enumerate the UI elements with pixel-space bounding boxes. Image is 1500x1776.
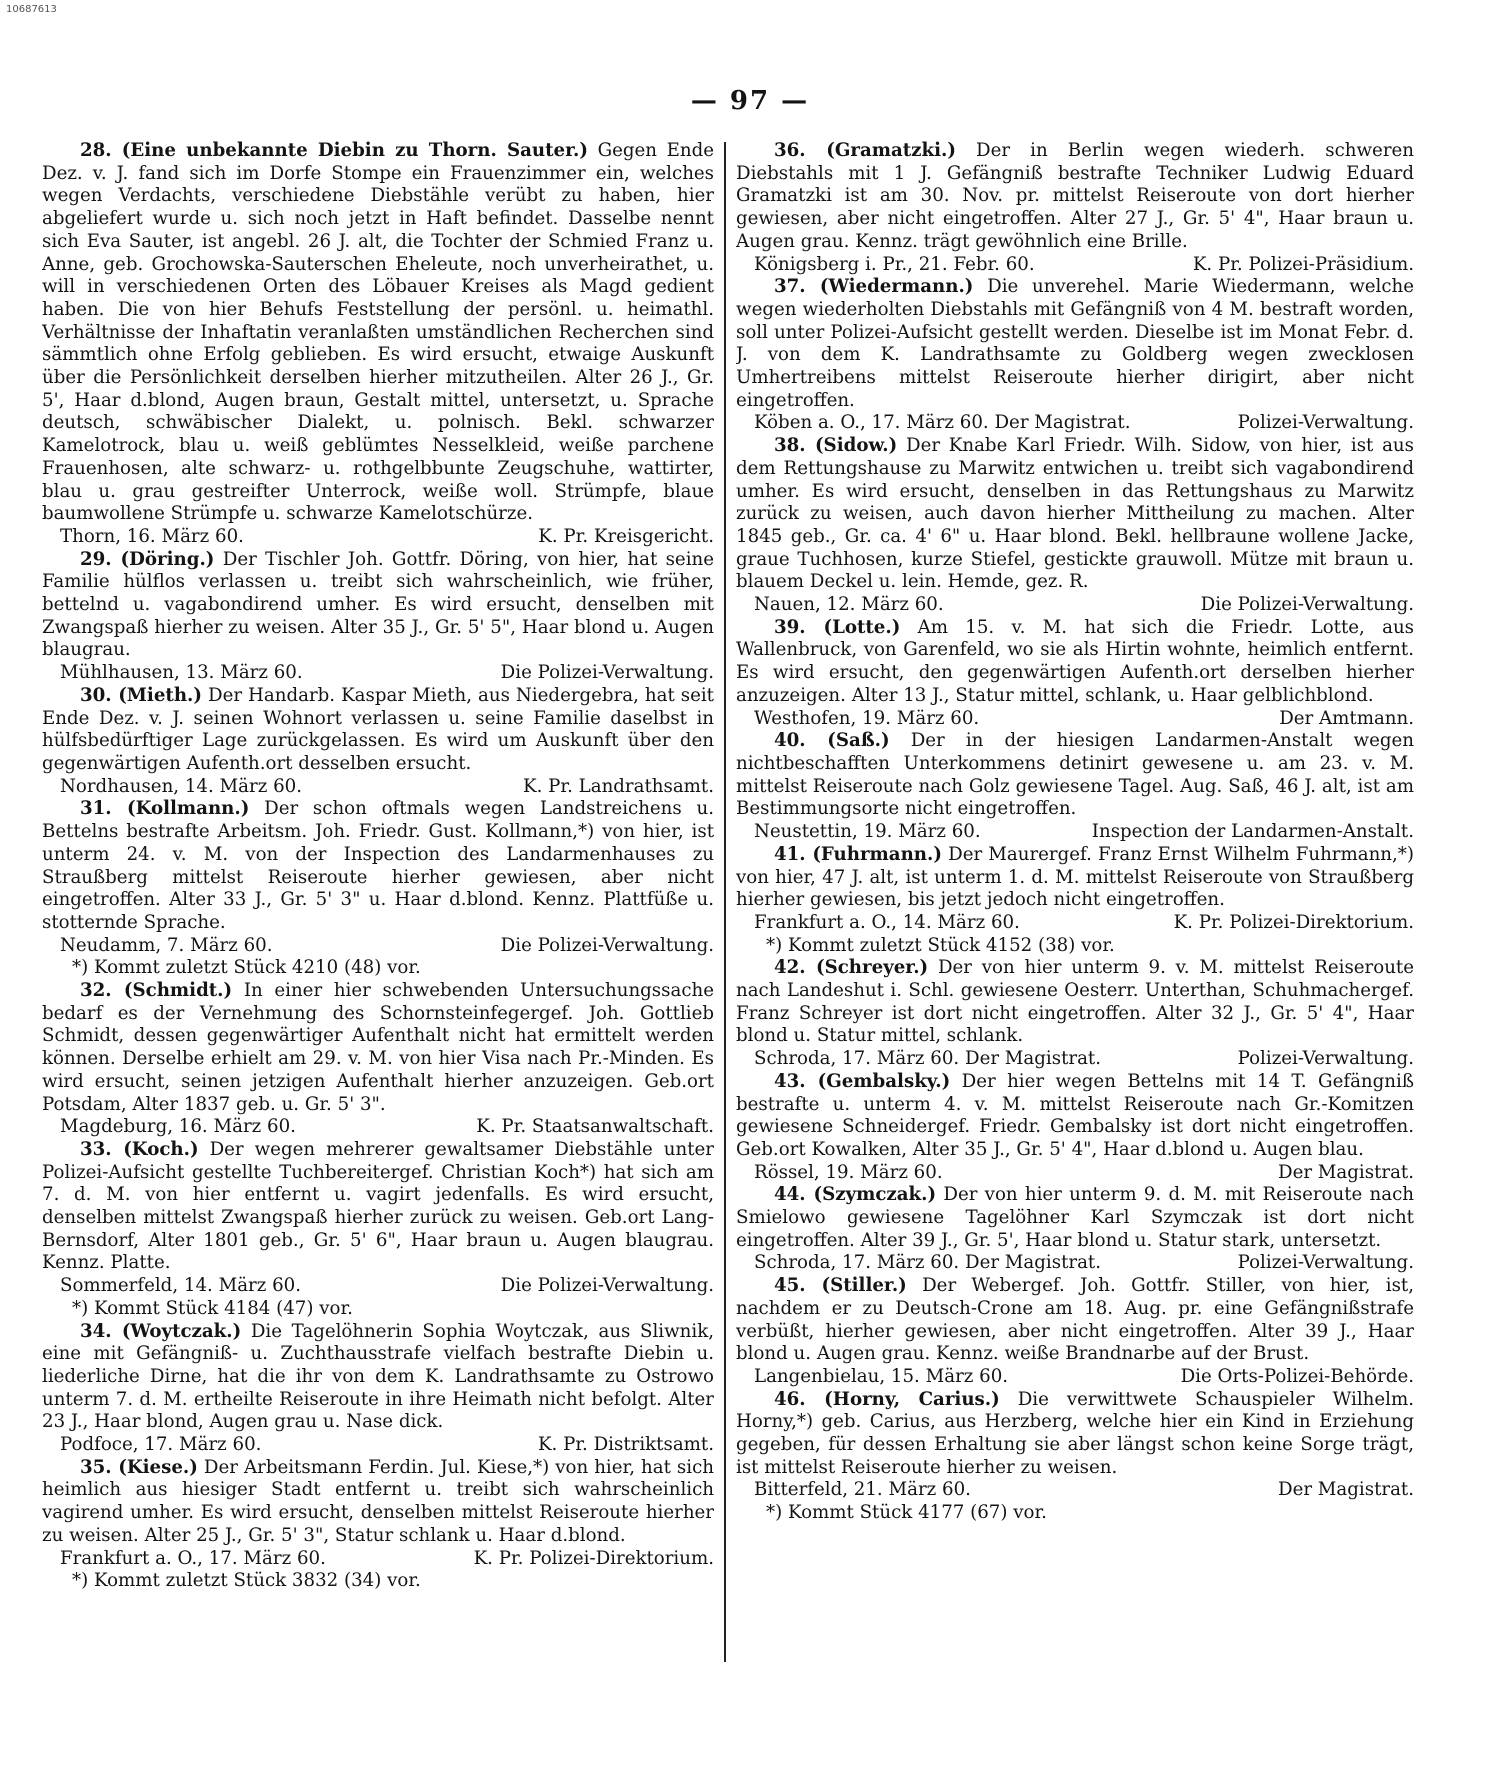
notice-41 [736,844,1414,958]
notice-29 [42,549,714,685]
notice-text: Der Webergef. Joh. Gottfr. Stiller, von hier, ist, nachdem er zu Deutsch-Crone am 18. Aug. pr. eine Gefängnißstrafe verbüßt, hierher gewiesen, aber nicht eingetroffen. Alter 39 J., Haar blond u. Augen grau. Kennz. weiße Brandnarbe auf der Brust. [736,1275,1414,1365]
notice-text: Der Maurergef. Franz Ernst Wilhelm Fuhrmann,*) von hier, 47 J. alt, ist unterm 1. d. M. mittelst Reiseroute von Straußberg hierher gewiesen, bis jetzt jedoch nicht eingetroffen. [736,843,1414,911]
notice-text: Der von hier unterm 9. d. M. mit Reiseroute nach Smielowo gewiesene Tagelöhner Karl Szymczak ist dort nicht eingetroffen. Alter 39 J., Gr. 5', Haar blond u. Statur stark, untersetzt. [736,1184,1414,1251]
notice-45 [736,1275,1414,1389]
notice-head: 33. (Koch.) [80,1138,199,1160]
notice-signature [736,594,1414,617]
notice-authority: Polizei-Verwaltung. [1237,1252,1414,1274]
notice-authority: Der Magistrat. [1277,1161,1414,1183]
notice-authority: K. Pr. Staatsanwaltschaft. [476,1116,714,1138]
notice-text: Der von hier unterm 9. v. M. mittelst Reiseroute nach Landeshut i. Schl. gewiesene Oesterr. Unterthan, Schuhmachergef. Franz Schreyer ist dort nicht eingetroffen. Alter 32 J., Gr. 5' 4", Haar blond u. Statur mittel, schlank. [736,957,1414,1047]
notice-footnote: *) Kommt Stück 4177 (67) vor. [766,1502,1047,1524]
notice-place: Mühlhausen, 13. März 60. [60,662,303,684]
notice-38 [736,435,1414,617]
notice-signature [736,1479,1414,1502]
notice-place: Neudamm, 7. März 60. [60,934,273,956]
notice-place: Nauen, 12. März 60. [754,594,944,616]
notice-30 [42,685,714,799]
notice-signature [42,662,714,685]
notice-head: 36. (Gramatzki.) [774,140,956,161]
notice-place: Sommerfeld, 14. März 60. [60,1275,302,1297]
notice-signature [736,412,1414,435]
notice-authority: Die Polizei-Verwaltung. [500,662,714,684]
notice-text: In einer hier schwebenden Untersuchungssache bedarf es der Vernehmung des Schornsteinfegergef. Joh. Gottlieb Schmidt, dessen gegenwärtiger Aufenthalt nicht hat ermittelt werden können. Derselbe erhielt am 29. v. M. von hier Visa nach Pr.-Minden. Es wird ersucht, seinen jetzigen Aufenthalt hierher anzuzeigen. Geb.ort Potsdam, Alter 1837 geb. u. Gr. 5' 3". [42,980,714,1115]
notice-head: 40. (Saß.) [774,730,890,752]
notice-32 [42,980,714,1139]
notice-head: 29. (Döring.) [80,548,215,570]
notice-place: Rössel, 19. März 60. [754,1161,943,1183]
page-id: 10687613 [6,4,57,15]
right-column [736,140,1414,1750]
notice-authority: K. Pr. Landrathsamt. [523,775,714,797]
notice-text: Der Knabe Karl Friedr. Wilh. Sidow, von hier, ist aus dem Rettungshause zu Marwitz entwichen u. treibt sich vagabondirend umher. Es wird ersucht, denselben in das Rettungshaus zu Marwitz zurück zu weisen, auch davon hierher Mittheilung zu machen. Alter 1845 geb., Gr. ca. 4' 6" u. Haar blond. Bekl. hellbraune wollene Jacke, graue Tuchhosen, kurze Stiefel, gestickte grauwoll. Mütze mit braun u. blauem Deckel u. lein. Hemde, gez. R. [736,435,1414,593]
notice-place: Königsberg i. Pr., 21. Febr. 60. [754,253,1035,275]
notice-39 [736,617,1414,731]
notice-text: Gegen Ende Dez. v. J. fand sich im Dorfe Stompe ein Frauenzimmer ein, welches wegen Verdachts, verschiedene Diebstähle verübt zu haben, hier abgeliefert wurde u. sich noch jetzt in Haft befindet. Dasselbe nennt sich Eva Sauter, ist angebl. 26 J. alt, die Tochter der Schmied Franz u. Anne, geb. Grochowska-Sauterschen Eheleute, noch unverheirathet, u. will in verschiedenen Orten des Löbauer Kreises als Magd gedient haben. Die von hier Behufs Feststellung der persönl. u. heimathl. Verhältnisse der Inhaftatin veranlaßten umständlichen Recherchen sind sämmtlich ohne Erfolg geblieben. Es wird ersucht, etwaige Auskunft über die Persönlichkeit derselben hierher mitzutheilen. Alter 26 J., Gr. 5', Haar d.blond, Augen braun, Gestalt mittel, untersetzt, u. Sprache deutsch, schwäbischer Dialekt, u. polnisch. Bekl. schwarzer Kamelotrock, blau u. weiß geblümtes Nesselkleid, weiße parchene Frauenhosen, alte schwarz- u. rothgelbbunte Zeugschuhe, wattirter, blau u. grau gestreifter Unterrock, weiße woll. Strümpfe, blaue baumwollene Strümpfe u. schwarze Kamelotschürze. [42,140,714,525]
notice-text: Die Tagelöhnerin Sophia Woytczak, aus Sliwnik, eine mit Gefängniß- u. Zuchthausstrafe vielfach bestrafte Diebin u. liederliche Dirne, hat die ihr von dem K. Landrathsamte zu Ostrowo unterm 7. d. M. ertheilte Reiseroute in ihre Heimath nicht befolgt. Alter 23 J., Haar blond, Augen grau u. Nase dick. [42,1320,714,1433]
notice-place: Schroda, 17. März 60. Der Magistrat. [754,1048,1102,1070]
page-number: — 97 — [690,86,810,116]
notice-35 [42,1457,714,1593]
notice-authority: Die Polizei-Verwaltung. [500,934,714,956]
notice-place: Schroda, 17. März 60. Der Magistrat. [754,1252,1102,1274]
notice-place: Neustettin, 19. März 60. [754,821,981,843]
notice-authority: Polizei-Verwaltung. [1237,1048,1414,1070]
notice-text: Die verwittwete Schauspieler Wilhelm. Horny,*) geb. Carius, aus Herzberg, welche hier ein Kind in Erziehung gegeben, für dessen Erhaltung sie aber längst schon keine Sorge trägt, ist mittelst Reiseroute hierher zu weisen. [736,1388,1414,1478]
notice-place: Köben a. O., 17. März 60. Der Magistrat. [754,412,1131,434]
notice-footnote: *) Kommt Stück 4184 (47) vor. [72,1297,353,1319]
notice-text: Der wegen mehrerer gewaltsamer Diebstähle unter Polizei-Aufsicht gestellte Tuchbereitergef. Christian Koch*) hat sich am 7. d. M. von hier entfernt u. vagirt jedenfalls. Es wird ersucht, denselben mittelst Zwangspaß hierher zurück zu weisen. Geb.ort Lang-Bernsdorf, Alter 1801 geb., Gr. 5' 6", Haar braun u. Augen blaugrau. Kennz. Platte. [42,1138,714,1274]
notice-head: 32. (Schmidt.) [80,980,233,1002]
notice-head: 30. (Mieth.) [80,684,202,706]
notice-head: 35. (Kiese.) [80,1456,198,1478]
notice-footnote: *) Kommt zuletzt Stück 3832 (34) vor. [72,1570,421,1592]
notice-text: Die unverehel. Marie Wiedermann, welche wegen wiederholten Diebstahls mit Gefängniß von 4 M. bestraft worden, soll unter Polizei-Aufsicht gestellt werden. Dieselbe ist im Monat Febr. d. J. von dem K. Landrathsamte zu Goldberg wegen zwecklosen Umhertreibens mittelst Reiseroute hierher dirigirt, aber nicht eingetroffen. [736,276,1414,411]
notice-37 [736,276,1414,435]
notice-text: Der hier wegen Bettelns mit 14 T. Gefängniß bestrafte u. unterm 4. v. M. mittelst Reiseroute nach Gr.-Komitzen gewiesene Schneidergef. Friedr. Gembalsky ist dort nicht eingetroffen. Geb.ort Kowalken, Alter 35 J., Gr. 5' 4", Haar d.blond u. Augen blau. [736,1070,1414,1160]
notice-signature [42,526,714,549]
notice-text: Der in der hiesigen Landarmen-Anstalt wegen nichtbeschafften Unterkommens detinirt gewesene u. am 23. v. M. mittelst Reiseroute nach Golz gewiesene Tagel. Aug. Saß, 46 J. alt, ist am Bestimmungsorte nicht eingetroffen. [736,730,1414,820]
notice-43 [736,1071,1414,1185]
notice-place: Magdeburg, 16. März 60. [60,1116,296,1138]
notice-authority: Der Magistrat. [1277,1479,1414,1501]
notice-head: 43. (Gembalsky.) [774,1070,951,1092]
notice-place: Podfoce, 17. März 60. [60,1434,262,1456]
notice-place: Nordhausen, 14. März 60. [60,775,302,797]
notice-head: 37. (Wiedermann.) [774,276,974,298]
notice-signature [42,1548,714,1571]
notice-33 [42,1139,714,1321]
notice-signature [42,935,714,958]
notice-36 [736,140,1414,276]
notice-signature [736,1252,1414,1275]
notice-authority: K. Pr. Polizei-Direktorium. [473,1547,714,1569]
notice-authority: Polizei-Verwaltung. [1237,412,1414,434]
notice-signature [42,1275,714,1298]
notice-authority: Die Polizei-Verwaltung. [1200,594,1414,616]
notice-head: 31. (Kollmann.) [80,798,250,820]
notice-text: Am 15. v. M. hat sich die Friedr. Lotte, aus Wallenbruck, von Garenfeld, wo sie als Hirtin wohnte, heimlich entfernt. Es wird ersucht, den gegenwärtigen Aufenth.ort derselben hierher anzuzeigen. Alter 13 J., Statur mittel, schlank, u. Haar gelblichblond. [736,616,1414,706]
notice-signature [42,1434,714,1457]
notice-signature [736,1048,1414,1071]
notice-text: Der Handarb. Kaspar Mieth, aus Niedergebra, hat seit Ende Dez. v. J. seinen Wohnort verlassen u. seine Familie daselbst in hülfsbedürftiger Lage zurückgelassen. Es wird um Auskunft über den gegenwärtigen Aufenth.ort desselben ersucht. [42,684,714,774]
notice-signature [736,912,1414,935]
notice-signature [736,1162,1414,1185]
notice-signature [42,776,714,799]
notice-authority: K. Pr. Kreisgericht. [538,525,714,547]
notice-head: 28. (Eine unbekannte Diebin zu Thorn. Sauter.) [80,140,588,161]
notice-28 [42,140,714,549]
notice-31 [42,798,714,980]
notice-authority: Der Amtmann. [1279,707,1414,729]
notice-place: Bitterfeld, 21. März 60. [754,1479,971,1501]
column-divider [724,142,726,1662]
notice-head: 42. (Schreyer.) [774,957,929,979]
notice-text: Der Tischler Joh. Gottfr. Döring, von hier, hat seine Familie hülflos verlassen u. treibt sich wahrscheinlich, wie früher, bettelnd u. vagabondirend umher. Es wird ersucht, denselben mit Zwangspaß hierher zu weisen. Alter 35 J., Gr. 5' 5", Haar blond u. Augen blaugrau. [42,548,714,661]
notice-head: 38. (Sidow.) [774,435,898,457]
left-column [42,140,714,1750]
notice-42 [736,957,1414,1071]
notice-44 [736,1184,1414,1275]
notice-signature [736,254,1414,277]
notice-head: 39. (Lotte.) [774,616,901,638]
notice-head: 45. (Stiller.) [774,1275,907,1297]
notice-text: Der Arbeitsmann Ferdin. Jul. Kiese,*) von hier, hat sich heimlich aus hiesiger Stadt entfernt u. treibt sich wahrscheinlich vagirend umher. Es wird ersucht, denselben mittelst Reiseroute hierher zu weisen. Alter 25 J., Gr. 5' 3", Statur schlank u. Haar d.blond. [42,1456,714,1546]
notice-place: Frankfurt a. O., 14. März 60. [754,911,1020,933]
notice-footnote: *) Kommt zuletzt Stück 4152 (38) vor. [766,934,1115,956]
notice-34 [42,1321,714,1457]
notice-signature [42,1116,714,1139]
notice-authority: Inspection der Landarmen-Anstalt. [1091,821,1414,843]
notice-head: 41. (Fuhrmann.) [774,843,942,865]
notice-footnote: *) Kommt zuletzt Stück 4210 (48) vor. [72,957,421,979]
notice-authority: K. Pr. Polizei-Direktorium. [1173,911,1414,933]
notice-head: 44. (Szymczak.) [774,1184,937,1206]
notice-signature [736,821,1414,844]
notice-place: Thorn, 16. März 60. [60,525,244,547]
notice-signature [736,1366,1414,1389]
notice-place: Langenbielau, 15. März 60. [754,1365,1009,1387]
notice-head: 46. (Horny, Carius.) [774,1388,1000,1410]
notice-place: Westhofen, 19. März 60. [754,707,980,729]
notice-authority: K. Pr. Polizei-Präsidium. [1192,253,1414,275]
notice-text: Der schon oftmals wegen Landstreichens u. Bettelns bestrafte Arbeitsm. Joh. Friedr. Gust. Kollmann,*) von hier, ist unterm 24. v. M. von der Inspection des Landarmenhauses zu Straußberg mittelst Reiseroute hierher gewiesen, aber nicht eingetroffen. Alter 33 J., Gr. 5' 3" u. Haar d.blond. Kennz. Plattfüße u. stotternde Sprache. [42,798,714,933]
notice-place: Frankfurt a. O., 17. März 60. [60,1547,326,1569]
notice-authority: Die Polizei-Verwaltung. [500,1275,714,1297]
notice-text: Der in Berlin wegen wiederh. schweren Diebstahls mit 1 J. Gefängniß bestrafte Techniker Ludwig Eduard Gramatzki ist am 30. Nov. pr. mittelst Reiseroute von dort hierher gewiesen, aber nicht eingetroffen. Alter 27 J., Gr. 5' 4", Haar braun u. Augen grau. Kennz. trägt gewöhnlich eine Brille. [736,140,1414,252]
notice-46 [736,1389,1414,1525]
notice-authority: K. Pr. Distriktsamt. [537,1434,714,1456]
notice-40 [736,730,1414,844]
notice-head: 34. (Woytczak.) [80,1320,242,1342]
notice-signature [736,708,1414,731]
notice-authority: Die Orts-Polizei-Behörde. [1180,1365,1414,1387]
